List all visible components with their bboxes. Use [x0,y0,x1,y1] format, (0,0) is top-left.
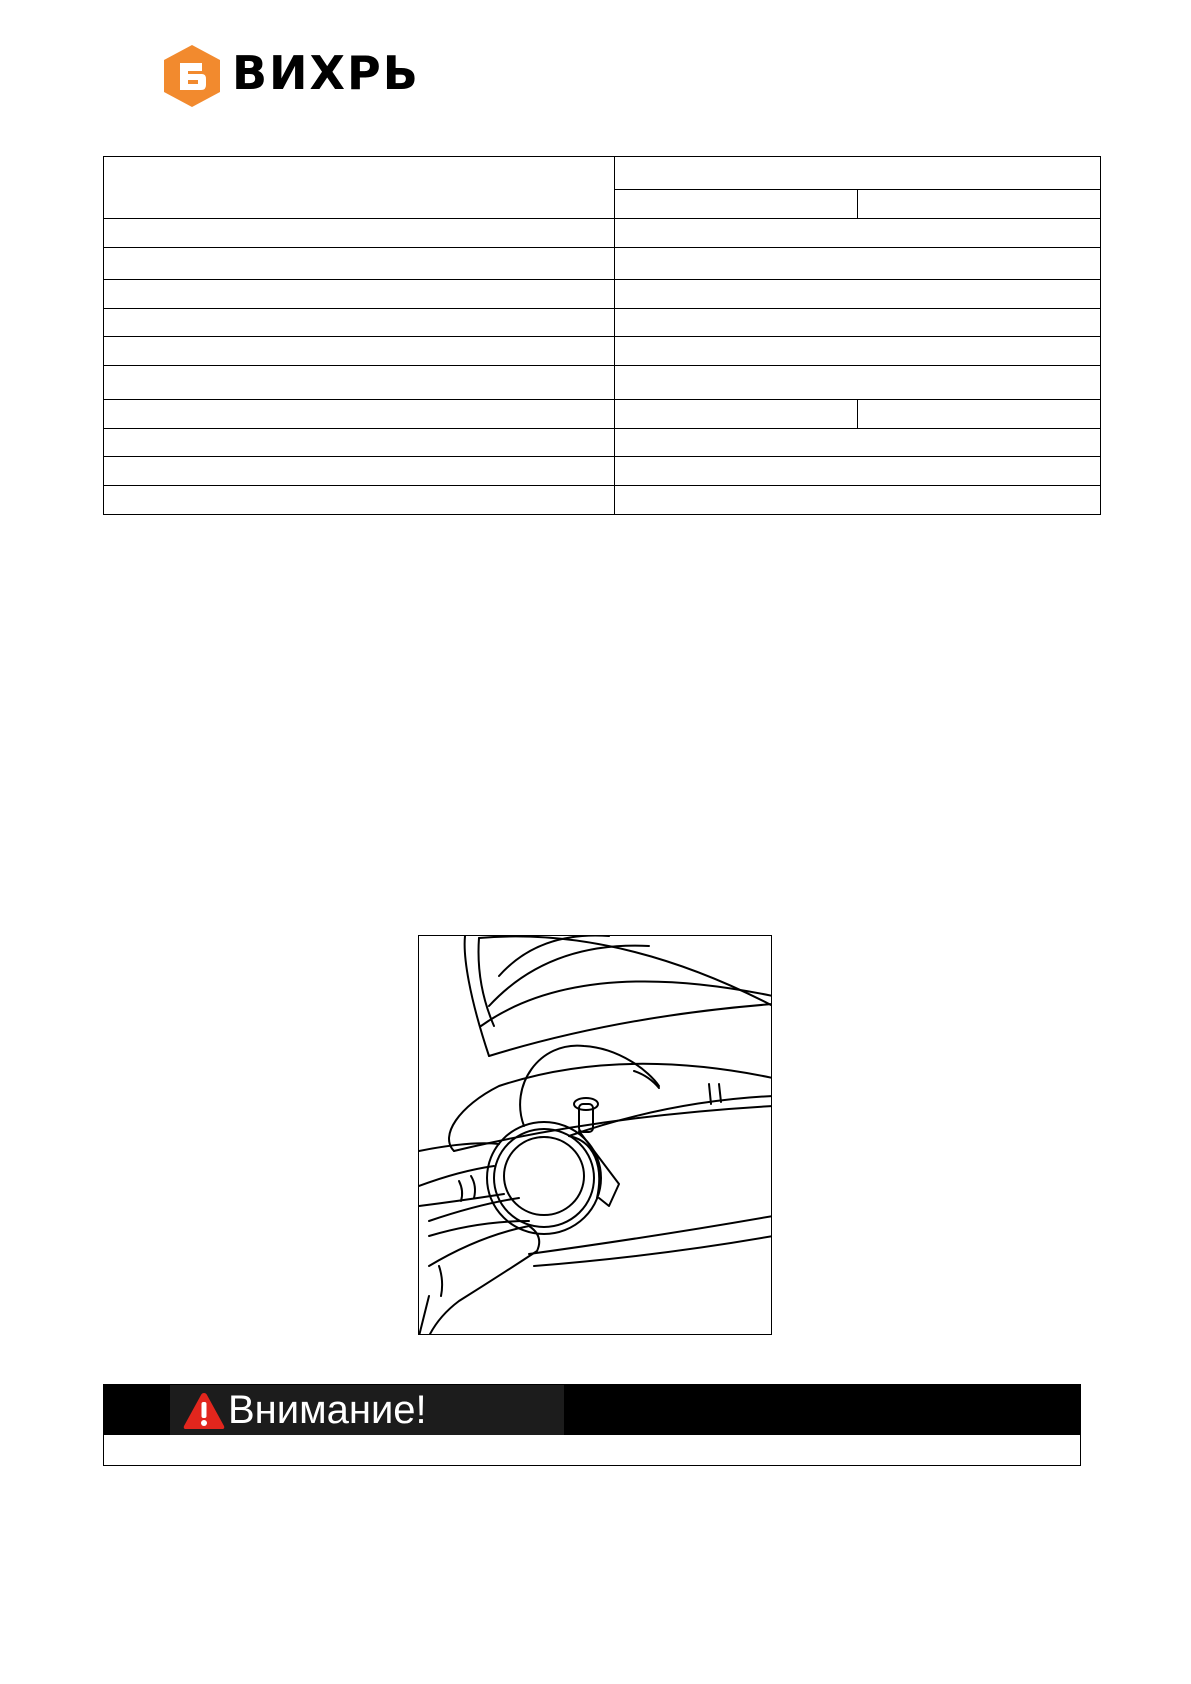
table-row [104,280,1101,309]
warning-header [104,1385,1080,1435]
table-cell [104,337,615,366]
table-cell [615,337,1101,366]
table-row [104,486,1101,515]
table-cell [615,219,1101,248]
table-row [104,157,1101,190]
warning-box [103,1384,1081,1466]
table-cell [104,429,615,457]
caster-wheel-icon [419,936,772,1335]
table-cell [615,309,1101,337]
table-cell [615,190,858,219]
table-cell [615,366,1101,400]
table-cell [615,280,1101,309]
table-cell [615,157,1101,190]
table-cell [615,457,1101,486]
table-cell [615,429,1101,457]
table-row [104,400,1101,429]
brand-name: ВИХРЬ [232,46,420,100]
table-cell [104,248,615,280]
table-row [104,366,1101,400]
table-cell [615,486,1101,515]
warning-triangle-icon [182,1391,226,1431]
table-cell [104,309,615,337]
table-cell [615,248,1101,280]
table-cell [104,219,615,248]
table-cell [104,157,615,219]
table-row [104,429,1101,457]
table-cell [104,280,615,309]
brand-hexagon-icon [160,43,224,109]
warning-title: Внимание! [228,1388,427,1432]
table-cell [615,400,858,429]
table-row [104,337,1101,366]
table-cell [104,486,615,515]
spec-table [103,156,1101,515]
table-cell [104,457,615,486]
brand-logo [160,43,430,107]
table-cell [858,400,1101,429]
table-row [104,248,1101,280]
table-cell [858,190,1101,219]
caster-illustration [418,935,772,1335]
table-cell [104,400,615,429]
table-row [104,457,1101,486]
warning-label [170,1385,564,1435]
table-cell [104,366,615,400]
table-row [104,309,1101,337]
table-row [104,219,1101,248]
